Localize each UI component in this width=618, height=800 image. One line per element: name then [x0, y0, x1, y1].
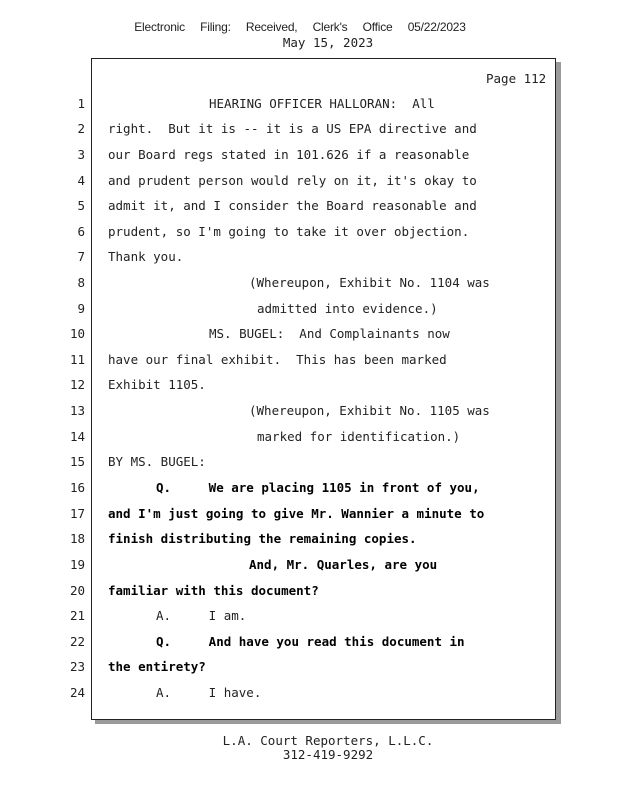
line-number: 6: [77, 224, 85, 239]
transcript-line: [0, 454, 560, 474]
transcript-line: [0, 198, 560, 218]
filing-office: Office: [362, 20, 393, 34]
line-number: 11: [69, 352, 85, 367]
line-text: marked for identification.): [257, 429, 461, 444]
transcript-line: [0, 557, 560, 577]
transcript-line: [0, 224, 560, 244]
line-number: 13: [69, 403, 85, 418]
line-text: (Whereupon, Exhibit No. 1104 was: [249, 275, 490, 290]
line-number: 17: [69, 506, 85, 521]
line-text: right. But it is -- it is a US EPA directive and: [108, 121, 477, 136]
line-number: 15: [69, 454, 85, 469]
line-number: 10: [69, 326, 85, 341]
line-number: 1: [77, 96, 85, 111]
footer-phone: 312-419-9292: [282, 747, 374, 762]
line-number: 7: [77, 249, 85, 264]
line-number: 8: [77, 275, 85, 290]
line-text: our Board regs stated in 101.626 if a reasonable: [108, 147, 470, 162]
line-number: 24: [69, 685, 85, 700]
line-number: 18: [69, 531, 85, 546]
line-text: A. I am.: [156, 608, 247, 623]
line-text: admitted into evidence.): [257, 301, 438, 316]
line-text: And, Mr. Quarles, are you: [249, 557, 438, 572]
transcript-line: [0, 249, 560, 269]
line-text: Thank you.: [108, 249, 184, 264]
line-text: the entirety?: [108, 659, 206, 674]
page-number: Page 112: [486, 71, 547, 86]
line-number: 23: [69, 659, 85, 674]
transcript-line: [0, 173, 560, 193]
line-text: BY MS. BUGEL:: [108, 454, 206, 469]
transcript-line: [0, 506, 560, 526]
line-text: finish distributing the remaining copies.: [108, 531, 417, 546]
transcript-line: [0, 531, 560, 551]
line-number: 22: [69, 634, 85, 649]
transcript-line: [0, 301, 560, 321]
transcript-line: [0, 275, 560, 295]
line-text: and I'm just going to give Mr. Wannier a minute to: [108, 506, 485, 521]
line-text: familiar with this document?: [108, 583, 319, 598]
line-number: 21: [69, 608, 85, 623]
header-date: May 15, 2023: [282, 35, 374, 50]
line-number: 3: [77, 147, 85, 162]
line-number: 9: [77, 301, 85, 316]
filing-stamp: [0, 20, 600, 34]
line-number: 5: [77, 198, 85, 213]
line-text: Exhibit 1105.: [108, 377, 206, 392]
transcript-line: [0, 480, 560, 500]
transcript-line: [0, 583, 560, 603]
line-number: 12: [69, 377, 85, 392]
line-number: 20: [69, 583, 85, 598]
transcript-line: [0, 659, 560, 679]
line-text: MS. BUGEL: And Complainants now: [209, 326, 450, 341]
transcript-line: [0, 147, 560, 167]
transcript-line: [0, 634, 560, 654]
line-text: HEARING OFFICER HALLORAN: All: [209, 96, 435, 111]
line-number: 19: [69, 557, 85, 572]
footer-company: L.A. Court Reporters, L.L.C.: [222, 733, 434, 748]
filing-filing: Filing:: [200, 20, 231, 34]
transcript-line: [0, 608, 560, 628]
line-number: 4: [77, 173, 85, 188]
line-text: prudent, so I'm going to take it over objection.: [108, 224, 470, 239]
filing-received: Received,: [245, 20, 298, 34]
transcript-line: [0, 326, 560, 346]
line-text: have our final exhibit. This has been marked: [108, 352, 447, 367]
filing-clerks: Clerk's: [312, 20, 348, 34]
line-text: admit it, and I consider the Board reasonable and: [108, 198, 477, 213]
transcript-line: [0, 121, 560, 141]
transcript-line: [0, 352, 560, 372]
filing-date: 05/22/2023: [407, 20, 466, 34]
line-text: (Whereupon, Exhibit No. 1105 was: [249, 403, 490, 418]
filing-electronic: Electronic: [134, 20, 185, 34]
transcript-line: [0, 429, 560, 449]
line-number: 2: [77, 121, 85, 136]
line-text: Q. And have you read this document in: [156, 634, 465, 649]
line-number: 16: [69, 480, 85, 495]
transcript-line: [0, 403, 560, 423]
line-number: 14: [69, 429, 85, 444]
transcript-line: [0, 96, 560, 116]
line-text: Q. We are placing 1105 in front of you,: [156, 480, 480, 495]
transcript-line: [0, 685, 560, 705]
transcript-line: [0, 377, 560, 397]
line-text: A. I have.: [156, 685, 262, 700]
line-text: and prudent person would rely on it, it's okay to: [108, 173, 477, 188]
